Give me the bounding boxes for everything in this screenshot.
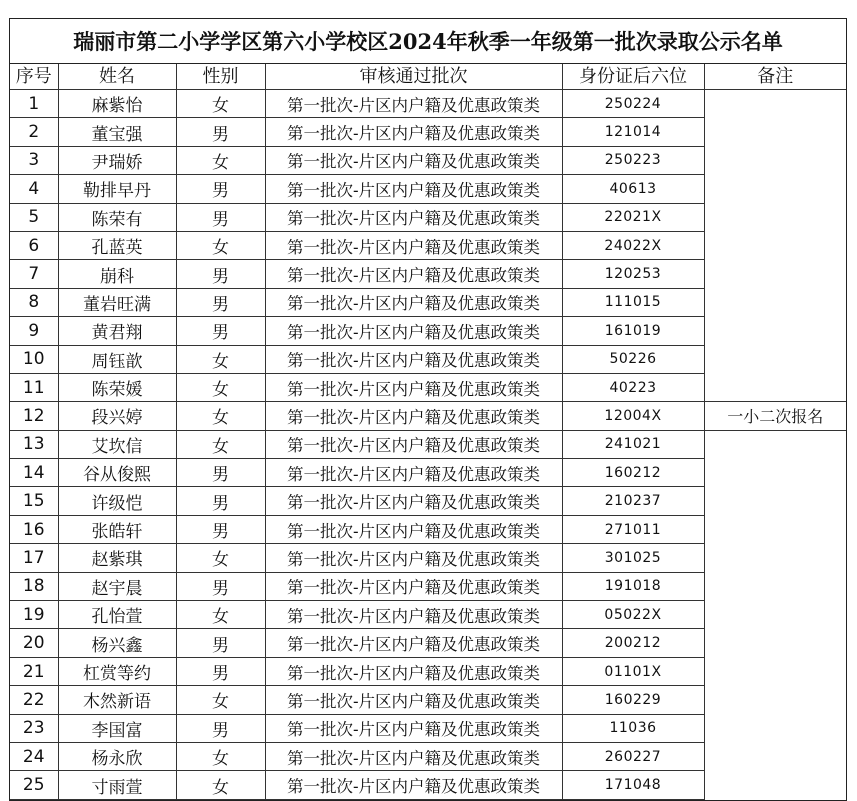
cell-remarks xyxy=(704,601,846,629)
cell-id-last-six: 11036 xyxy=(562,714,704,742)
cell-remarks xyxy=(704,742,846,770)
cell-serial-number: 3 xyxy=(10,146,58,174)
cell-gender: 女 xyxy=(176,430,265,458)
header-name: 姓名 xyxy=(58,64,176,90)
cell-serial-number: 18 xyxy=(10,572,58,600)
cell-remarks xyxy=(704,373,846,401)
cell-serial-number: 12 xyxy=(10,402,58,430)
cell-serial-number: 10 xyxy=(10,345,58,373)
table-row xyxy=(10,430,846,458)
cell-remarks xyxy=(704,657,846,685)
cell-id-last-six: 200212 xyxy=(562,629,704,657)
cell-student-name: 木然新语 xyxy=(58,686,176,714)
table-row xyxy=(10,288,846,316)
cell-remarks xyxy=(704,288,846,316)
cell-remarks xyxy=(704,118,846,146)
cell-id-last-six: 24022X xyxy=(562,231,704,259)
cell-gender: 女 xyxy=(176,686,265,714)
cell-student-name: 董岩旺满 xyxy=(58,288,176,316)
header-remarks: 备注 xyxy=(704,64,846,90)
cell-serial-number: 24 xyxy=(10,742,58,770)
cell-serial-number: 19 xyxy=(10,601,58,629)
cell-serial-number: 2 xyxy=(10,118,58,146)
cell-student-name: 孔怡萱 xyxy=(58,601,176,629)
table-row xyxy=(10,175,846,203)
cell-gender: 男 xyxy=(176,714,265,742)
cell-approval-batch: 第一批次-片区内户籍及优惠政策类 xyxy=(265,430,562,458)
table-row xyxy=(10,544,846,572)
cell-gender: 女 xyxy=(176,402,265,430)
cell-student-name: 段兴婷 xyxy=(58,402,176,430)
cell-student-name: 赵宇晨 xyxy=(58,572,176,600)
cell-remarks xyxy=(704,487,846,515)
cell-remarks xyxy=(704,203,846,231)
cell-id-last-six: 120253 xyxy=(562,260,704,288)
cell-serial-number: 4 xyxy=(10,175,58,203)
cell-student-name: 许级恺 xyxy=(58,487,176,515)
cell-id-last-six: 05022X xyxy=(562,601,704,629)
cell-gender: 男 xyxy=(176,629,265,657)
cell-remarks xyxy=(704,345,846,373)
cell-serial-number: 5 xyxy=(10,203,58,231)
cell-serial-number: 23 xyxy=(10,714,58,742)
header-approval-batch: 审核通过批次 xyxy=(265,64,562,90)
cell-approval-batch: 第一批次-片区内户籍及优惠政策类 xyxy=(265,203,562,231)
cell-id-last-six: 160212 xyxy=(562,459,704,487)
cell-remarks xyxy=(704,430,846,458)
cell-approval-batch: 第一批次-片区内户籍及优惠政策类 xyxy=(265,402,562,430)
cell-serial-number: 8 xyxy=(10,288,58,316)
cell-gender: 男 xyxy=(176,657,265,685)
cell-serial-number: 13 xyxy=(10,430,58,458)
cell-approval-batch: 第一批次-片区内户籍及优惠政策类 xyxy=(265,771,562,799)
cell-id-last-six: 301025 xyxy=(562,544,704,572)
table-row xyxy=(10,629,846,657)
cell-gender: 女 xyxy=(176,146,265,174)
cell-student-name: 陈荣媛 xyxy=(58,373,176,401)
table-row xyxy=(10,260,846,288)
cell-approval-batch: 第一批次-片区内户籍及优惠政策类 xyxy=(265,459,562,487)
cell-approval-batch: 第一批次-片区内户籍及优惠政策类 xyxy=(265,629,562,657)
cell-student-name: 张皓轩 xyxy=(58,515,176,543)
cell-student-name: 李国富 xyxy=(58,714,176,742)
header-serial-number: 序号 xyxy=(10,64,58,90)
cell-student-name: 董宝强 xyxy=(58,118,176,146)
cell-remarks xyxy=(704,260,846,288)
cell-approval-batch: 第一批次-片区内户籍及优惠政策类 xyxy=(265,118,562,146)
cell-gender: 男 xyxy=(176,459,265,487)
cell-gender: 女 xyxy=(176,90,265,118)
table-row xyxy=(10,771,846,799)
cell-id-last-six: 191018 xyxy=(562,572,704,600)
cell-student-name: 尹瑞娇 xyxy=(58,146,176,174)
cell-id-last-six: 250224 xyxy=(562,90,704,118)
cell-id-last-six: 12004X xyxy=(562,402,704,430)
cell-student-name: 杠赏等约 xyxy=(58,657,176,685)
table-row xyxy=(10,459,846,487)
table-row xyxy=(10,601,846,629)
cell-student-name: 孔蓝英 xyxy=(58,231,176,259)
cell-remarks xyxy=(704,317,846,345)
cell-student-name: 杨兴鑫 xyxy=(58,629,176,657)
table-row xyxy=(10,572,846,600)
cell-gender: 女 xyxy=(176,601,265,629)
cell-id-last-six: 271011 xyxy=(562,515,704,543)
cell-serial-number: 17 xyxy=(10,544,58,572)
table-row xyxy=(10,515,846,543)
cell-serial-number: 7 xyxy=(10,260,58,288)
table-row xyxy=(10,714,846,742)
cell-serial-number: 6 xyxy=(10,231,58,259)
cell-remarks xyxy=(704,515,846,543)
cell-id-last-six: 250223 xyxy=(562,146,704,174)
cell-remarks xyxy=(704,90,846,118)
cell-id-last-six: 260227 xyxy=(562,742,704,770)
cell-remarks xyxy=(704,231,846,259)
cell-remarks xyxy=(704,146,846,174)
cell-approval-batch: 第一批次-片区内户籍及优惠政策类 xyxy=(265,515,562,543)
table-row xyxy=(10,402,846,430)
cell-approval-batch: 第一批次-片区内户籍及优惠政策类 xyxy=(265,90,562,118)
cell-approval-batch: 第一批次-片区内户籍及优惠政策类 xyxy=(265,345,562,373)
cell-gender: 男 xyxy=(176,203,265,231)
cell-serial-number: 9 xyxy=(10,317,58,345)
table-row xyxy=(10,231,846,259)
cell-id-last-six: 210237 xyxy=(562,487,704,515)
cell-serial-number: 11 xyxy=(10,373,58,401)
table-body xyxy=(10,90,846,800)
cell-serial-number: 21 xyxy=(10,657,58,685)
cell-remarks xyxy=(704,629,846,657)
page-title: 瑞丽市第二小学学区第六小学校区2024年秋季一年级第一批次录取公示名单 xyxy=(10,19,846,64)
cell-student-name: 艾坎信 xyxy=(58,430,176,458)
cell-approval-batch: 第一批次-片区内户籍及优惠政策类 xyxy=(265,487,562,515)
cell-approval-batch: 第一批次-片区内户籍及优惠政策类 xyxy=(265,288,562,316)
cell-student-name: 杨永欣 xyxy=(58,742,176,770)
cell-serial-number: 22 xyxy=(10,686,58,714)
cell-remarks xyxy=(704,572,846,600)
table-row xyxy=(10,686,846,714)
cell-id-last-six: 22021X xyxy=(562,203,704,231)
cell-remarks xyxy=(704,544,846,572)
cell-approval-batch: 第一批次-片区内户籍及优惠政策类 xyxy=(265,657,562,685)
cell-gender: 女 xyxy=(176,231,265,259)
cell-serial-number: 15 xyxy=(10,487,58,515)
cell-approval-batch: 第一批次-片区内户籍及优惠政策类 xyxy=(265,175,562,203)
cell-remarks xyxy=(704,175,846,203)
cell-approval-batch: 第一批次-片区内户籍及优惠政策类 xyxy=(265,373,562,401)
cell-id-last-six: 241021 xyxy=(562,430,704,458)
cell-serial-number: 14 xyxy=(10,459,58,487)
cell-approval-batch: 第一批次-片区内户籍及优惠政策类 xyxy=(265,317,562,345)
cell-student-name: 崩科 xyxy=(58,260,176,288)
cell-student-name: 麻紫怡 xyxy=(58,90,176,118)
cell-serial-number: 25 xyxy=(10,771,58,799)
cell-serial-number: 16 xyxy=(10,515,58,543)
cell-gender: 男 xyxy=(176,288,265,316)
cell-student-name: 寸雨萱 xyxy=(58,771,176,799)
cell-approval-batch: 第一批次-片区内户籍及优惠政策类 xyxy=(265,544,562,572)
table-header-row xyxy=(10,64,846,90)
cell-approval-batch: 第一批次-片区内户籍及优惠政策类 xyxy=(265,742,562,770)
cell-approval-batch: 第一批次-片区内户籍及优惠政策类 xyxy=(265,601,562,629)
cell-gender: 女 xyxy=(176,544,265,572)
cell-approval-batch: 第一批次-片区内户籍及优惠政策类 xyxy=(265,231,562,259)
cell-remarks xyxy=(704,771,846,799)
cell-student-name: 黄君翔 xyxy=(58,317,176,345)
cell-student-name: 赵紫琪 xyxy=(58,544,176,572)
cell-id-last-six: 01101X xyxy=(562,657,704,685)
header-id-last-six: 身份证后六位 xyxy=(562,64,704,90)
cell-gender: 男 xyxy=(176,118,265,146)
cell-gender: 男 xyxy=(176,175,265,203)
cell-approval-batch: 第一批次-片区内户籍及优惠政策类 xyxy=(265,714,562,742)
table-row xyxy=(10,487,846,515)
cell-gender: 女 xyxy=(176,345,265,373)
cell-remarks xyxy=(704,459,846,487)
admission-list-frame xyxy=(9,18,847,801)
cell-gender: 男 xyxy=(176,317,265,345)
table-row xyxy=(10,90,846,118)
cell-id-last-six: 121014 xyxy=(562,118,704,146)
cell-gender: 男 xyxy=(176,515,265,543)
cell-gender: 男 xyxy=(176,260,265,288)
cell-gender: 女 xyxy=(176,742,265,770)
table-row xyxy=(10,742,846,770)
cell-serial-number: 20 xyxy=(10,629,58,657)
table-row xyxy=(10,146,846,174)
cell-remarks xyxy=(704,686,846,714)
cell-gender: 男 xyxy=(176,487,265,515)
cell-approval-batch: 第一批次-片区内户籍及优惠政策类 xyxy=(265,572,562,600)
cell-id-last-six: 111015 xyxy=(562,288,704,316)
cell-student-name: 陈荣有 xyxy=(58,203,176,231)
cell-student-name: 周钰歆 xyxy=(58,345,176,373)
cell-gender: 女 xyxy=(176,373,265,401)
cell-gender: 男 xyxy=(176,572,265,600)
table-row xyxy=(10,345,846,373)
table-row xyxy=(10,118,846,146)
cell-id-last-six: 160229 xyxy=(562,686,704,714)
cell-id-last-six: 161019 xyxy=(562,317,704,345)
cell-remarks xyxy=(704,714,846,742)
cell-approval-batch: 第一批次-片区内户籍及优惠政策类 xyxy=(265,260,562,288)
cell-serial-number: 1 xyxy=(10,90,58,118)
cell-id-last-six: 40223 xyxy=(562,373,704,401)
admission-table xyxy=(10,64,846,800)
cell-student-name: 勒排早丹 xyxy=(58,175,176,203)
cell-student-name: 谷从俊熙 xyxy=(58,459,176,487)
table-row xyxy=(10,203,846,231)
cell-approval-batch: 第一批次-片区内户籍及优惠政策类 xyxy=(265,146,562,174)
table-row xyxy=(10,657,846,685)
cell-id-last-six: 50226 xyxy=(562,345,704,373)
table-row xyxy=(10,317,846,345)
header-gender: 性别 xyxy=(176,64,265,90)
cell-id-last-six: 171048 xyxy=(562,771,704,799)
cell-id-last-six: 40613 xyxy=(562,175,704,203)
table-row xyxy=(10,373,846,401)
cell-gender: 女 xyxy=(176,771,265,799)
cell-approval-batch: 第一批次-片区内户籍及优惠政策类 xyxy=(265,686,562,714)
cell-remarks: 一小二次报名 xyxy=(704,402,846,430)
